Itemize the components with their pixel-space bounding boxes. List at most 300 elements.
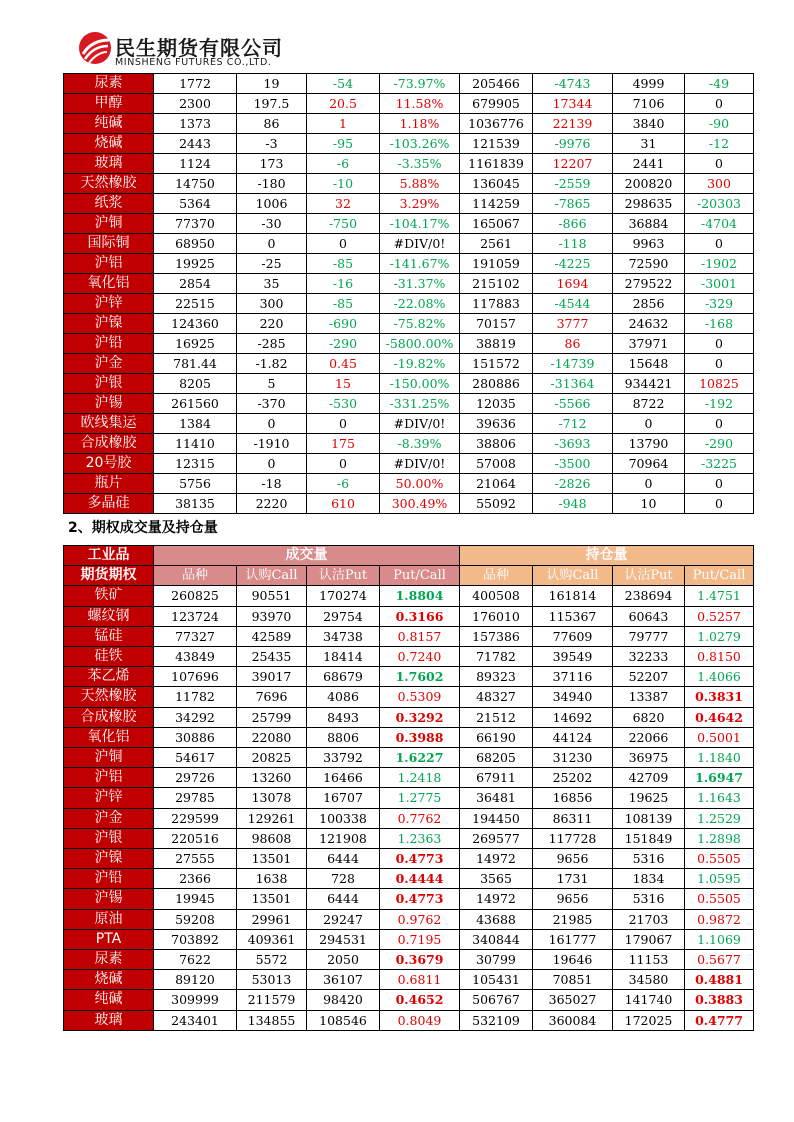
options-table	[63, 545, 754, 1031]
options-cell: 33792	[307, 748, 380, 768]
options-cell: 30886	[154, 727, 237, 747]
futures-cell: -192	[685, 394, 754, 414]
option-product-name: 尿素	[64, 950, 154, 970]
futures-cell: 610	[307, 494, 380, 514]
futures-cell: -30	[237, 214, 307, 234]
put-call-ratio-volume: 1.6227	[380, 748, 460, 768]
futures-cell: -118	[533, 234, 613, 254]
futures-cell: 300	[237, 294, 307, 314]
header-futures-options: 期货期权	[64, 566, 154, 586]
options-cell: 13387	[613, 687, 685, 707]
company-logo-icon	[77, 30, 113, 66]
options-cell: 52207	[613, 667, 685, 687]
options-cell: 13501	[237, 849, 307, 869]
product-name: 沪银	[64, 374, 154, 394]
put-call-ratio-volume: 0.6811	[380, 970, 460, 990]
options-row	[64, 889, 754, 909]
options-cell: 16466	[307, 768, 380, 788]
options-cell: 14692	[533, 707, 613, 727]
futures-cell: -331.25%	[380, 394, 460, 414]
put-call-ratio-oi: 1.0595	[685, 869, 754, 889]
futures-cell: 38135	[154, 494, 237, 514]
options-cell: 71782	[460, 647, 533, 667]
options-cell: 1731	[533, 869, 613, 889]
product-name: 纯碱	[64, 114, 154, 134]
futures-row	[64, 114, 754, 134]
futures-cell: 298635	[613, 194, 685, 214]
futures-cell: 77370	[154, 214, 237, 234]
options-cell: 29726	[154, 768, 237, 788]
put-call-ratio-volume: 0.4652	[380, 990, 460, 1010]
options-cell: 269577	[460, 828, 533, 848]
put-call-ratio-oi: 1.2529	[685, 808, 754, 828]
put-call-ratio-volume: 0.3166	[380, 606, 460, 626]
futures-cell: -54	[307, 74, 380, 94]
put-call-ratio-oi: 1.0279	[685, 626, 754, 646]
futures-row	[64, 414, 754, 434]
company-header	[77, 30, 297, 72]
futures-cell: 68950	[154, 234, 237, 254]
option-product-name: 天然橡胶	[64, 687, 154, 707]
options-cell: 134855	[237, 1010, 307, 1030]
options-cell: 5316	[613, 849, 685, 869]
futures-cell: 35	[237, 274, 307, 294]
futures-cell: -12	[685, 134, 754, 154]
futures-cell: 0	[613, 414, 685, 434]
options-row	[64, 909, 754, 929]
futures-cell: 0	[685, 94, 754, 114]
product-name: 烧碱	[64, 134, 154, 154]
futures-cell: 12035	[460, 394, 533, 414]
put-call-ratio-volume: 0.3988	[380, 727, 460, 747]
futures-cell: 0	[685, 414, 754, 434]
options-cell: 29785	[154, 788, 237, 808]
options-cell: 29247	[307, 909, 380, 929]
options-cell: 294531	[307, 929, 380, 949]
futures-cell: -10	[307, 174, 380, 194]
futures-row	[64, 354, 754, 374]
options-cell: 89323	[460, 667, 533, 687]
futures-cell: 191059	[460, 254, 533, 274]
option-product-name: 沪铜	[64, 748, 154, 768]
options-row	[64, 667, 754, 687]
put-call-ratio-volume: 0.5309	[380, 687, 460, 707]
options-cell: 211579	[237, 990, 307, 1010]
futures-row	[64, 94, 754, 114]
futures-cell: -712	[533, 414, 613, 434]
futures-cell: 1	[307, 114, 380, 134]
futures-cell: -6	[307, 474, 380, 494]
options-cell: 21703	[613, 909, 685, 929]
option-product-name: 沪镍	[64, 849, 154, 869]
options-cell: 14972	[460, 849, 533, 869]
futures-cell: -73.97%	[380, 74, 460, 94]
options-column-header: Put/Call	[685, 566, 754, 586]
options-cell: 220516	[154, 828, 237, 848]
put-call-ratio-volume: 0.3679	[380, 950, 460, 970]
option-product-name: 铁矿	[64, 586, 154, 606]
option-product-name: 沪金	[64, 808, 154, 828]
futures-cell: -329	[685, 294, 754, 314]
futures-cell: -31364	[533, 374, 613, 394]
option-product-name: PTA	[64, 929, 154, 949]
options-cell: 11782	[154, 687, 237, 707]
options-cell: 16856	[533, 788, 613, 808]
futures-cell: 1.18%	[380, 114, 460, 134]
options-cell: 13260	[237, 768, 307, 788]
options-cell: 129261	[237, 808, 307, 828]
product-name: 沪铜	[64, 214, 154, 234]
futures-cell: 11410	[154, 434, 237, 454]
options-row	[64, 768, 754, 788]
futures-row	[64, 194, 754, 214]
options-row	[64, 808, 754, 828]
futures-cell: 300	[685, 174, 754, 194]
options-cell: 728	[307, 869, 380, 889]
options-cell: 19646	[533, 950, 613, 970]
product-name: 沪镍	[64, 314, 154, 334]
futures-cell: 2441	[613, 154, 685, 174]
options-row	[64, 687, 754, 707]
put-call-ratio-volume: 0.8049	[380, 1010, 460, 1030]
futures-cell: 1124	[154, 154, 237, 174]
options-cell: 2050	[307, 950, 380, 970]
options-row	[64, 990, 754, 1010]
put-call-ratio-oi: 0.8150	[685, 647, 754, 667]
futures-cell: 1772	[154, 74, 237, 94]
options-cell: 20825	[237, 748, 307, 768]
options-cell: 34580	[613, 970, 685, 990]
product-name: 国际铜	[64, 234, 154, 254]
options-cell: 66190	[460, 727, 533, 747]
options-cell: 107696	[154, 667, 237, 687]
futures-cell: 205466	[460, 74, 533, 94]
product-name: 天然橡胶	[64, 174, 154, 194]
option-product-name: 沪铝	[64, 768, 154, 788]
futures-cell: 0	[685, 474, 754, 494]
futures-cell: 22515	[154, 294, 237, 314]
options-cell: 27555	[154, 849, 237, 869]
options-cell: 98420	[307, 990, 380, 1010]
options-cell: 703892	[154, 929, 237, 949]
options-cell: 36481	[460, 788, 533, 808]
futures-cell: #DIV/0!	[380, 454, 460, 474]
options-cell: 115367	[533, 606, 613, 626]
put-call-ratio-oi: 0.9872	[685, 909, 754, 929]
futures-cell: 0	[685, 234, 754, 254]
options-cell: 86311	[533, 808, 613, 828]
futures-cell: 2443	[154, 134, 237, 154]
futures-cell: -90	[685, 114, 754, 134]
futures-cell: 70157	[460, 314, 533, 334]
options-cell: 31230	[533, 748, 613, 768]
options-cell: 13078	[237, 788, 307, 808]
options-column-header: Put/Call	[380, 566, 460, 586]
options-cell: 194450	[460, 808, 533, 828]
futures-cell: 280886	[460, 374, 533, 394]
options-cell: 19945	[154, 889, 237, 909]
product-name: 玻璃	[64, 154, 154, 174]
put-call-ratio-oi: 0.4777	[685, 1010, 754, 1030]
futures-cell: 10	[613, 494, 685, 514]
options-cell: 123724	[154, 606, 237, 626]
options-cell: 89120	[154, 970, 237, 990]
options-cell: 93970	[237, 606, 307, 626]
futures-cell: 15	[307, 374, 380, 394]
futures-cell: 31	[613, 134, 685, 154]
options-cell: 9656	[533, 889, 613, 909]
options-cell: 25799	[237, 707, 307, 727]
options-cell: 90551	[237, 586, 307, 606]
futures-cell: -866	[533, 214, 613, 234]
futures-cell: -7865	[533, 194, 613, 214]
futures-cell: -285	[237, 334, 307, 354]
futures-row	[64, 334, 754, 354]
futures-cell: -530	[307, 394, 380, 414]
futures-cell: -9976	[533, 134, 613, 154]
options-cell: 108139	[613, 808, 685, 828]
futures-cell: 55092	[460, 494, 533, 514]
options-cell: 34738	[307, 626, 380, 646]
options-cell: 42589	[237, 626, 307, 646]
options-cell: 309999	[154, 990, 237, 1010]
options-cell: 105431	[460, 970, 533, 990]
put-call-ratio-oi: 1.1069	[685, 929, 754, 949]
futures-cell: 22139	[533, 114, 613, 134]
futures-cell: -750	[307, 214, 380, 234]
options-row	[64, 707, 754, 727]
options-cell: 39549	[533, 647, 613, 667]
product-name: 沪铅	[64, 334, 154, 354]
option-product-name: 沪银	[64, 828, 154, 848]
options-cell: 39017	[237, 667, 307, 687]
options-cell: 11153	[613, 950, 685, 970]
futures-cell: 86	[237, 114, 307, 134]
header-open-interest: 持仓量	[460, 546, 754, 566]
put-call-ratio-volume: 1.2418	[380, 768, 460, 788]
futures-cell: -290	[685, 434, 754, 454]
futures-cell: 24632	[613, 314, 685, 334]
put-call-ratio-volume: 0.7240	[380, 647, 460, 667]
options-cell: 7622	[154, 950, 237, 970]
options-row	[64, 929, 754, 949]
product-name: 瓶片	[64, 474, 154, 494]
futures-cell: 220	[237, 314, 307, 334]
futures-cell: #DIV/0!	[380, 414, 460, 434]
futures-cell: 124360	[154, 314, 237, 334]
options-row	[64, 869, 754, 889]
futures-cell: 38819	[460, 334, 533, 354]
options-cell: 229599	[154, 808, 237, 828]
options-cell: 30799	[460, 950, 533, 970]
futures-cell: 175	[307, 434, 380, 454]
company-name-en: MINSHENG FUTURES CO.,LTD.	[115, 57, 272, 68]
put-call-ratio-oi: 0.5257	[685, 606, 754, 626]
options-column-header: 认沽Put	[307, 566, 380, 586]
futures-cell: -3001	[685, 274, 754, 294]
futures-cell: 50.00%	[380, 474, 460, 494]
futures-cell: 17344	[533, 94, 613, 114]
futures-cell: 781.44	[154, 354, 237, 374]
futures-cell: 136045	[460, 174, 533, 194]
options-cell: 77327	[154, 626, 237, 646]
options-cell: 70851	[533, 970, 613, 990]
futures-cell: 0	[237, 454, 307, 474]
options-cell: 14972	[460, 889, 533, 909]
options-cell: 60643	[613, 606, 685, 626]
put-call-ratio-oi: 0.3831	[685, 687, 754, 707]
options-column-header: 认购Call	[533, 566, 613, 586]
futures-cell: 2561	[460, 234, 533, 254]
futures-cell: 0	[685, 494, 754, 514]
futures-cell: 72590	[613, 254, 685, 274]
options-cell: 9656	[533, 849, 613, 869]
futures-row	[64, 214, 754, 234]
options-row	[64, 849, 754, 869]
product-name: 氧化铝	[64, 274, 154, 294]
put-call-ratio-oi: 0.5001	[685, 727, 754, 747]
put-call-ratio-oi: 0.4642	[685, 707, 754, 727]
options-cell: 36975	[613, 748, 685, 768]
futures-cell: -948	[533, 494, 613, 514]
futures-cell: -85	[307, 254, 380, 274]
options-row	[64, 788, 754, 808]
futures-cell: -1.82	[237, 354, 307, 374]
futures-cell: 197.5	[237, 94, 307, 114]
futures-cell: -22.08%	[380, 294, 460, 314]
futures-row	[64, 494, 754, 514]
company-name: 民生期货有限公司	[115, 36, 283, 60]
options-cell: 6444	[307, 889, 380, 909]
futures-cell: 37971	[613, 334, 685, 354]
options-cell: 260825	[154, 586, 237, 606]
options-row	[64, 606, 754, 626]
options-cell: 34940	[533, 687, 613, 707]
options-cell: 1834	[613, 869, 685, 889]
futures-cell: -180	[237, 174, 307, 194]
product-name: 沪锌	[64, 294, 154, 314]
futures-cell: 8722	[613, 394, 685, 414]
futures-row	[64, 474, 754, 494]
futures-cell: -2826	[533, 474, 613, 494]
futures-cell: -16	[307, 274, 380, 294]
options-cell: 21985	[533, 909, 613, 929]
futures-cell: 2854	[154, 274, 237, 294]
futures-cell: -3	[237, 134, 307, 154]
futures-cell: 21064	[460, 474, 533, 494]
options-row	[64, 586, 754, 606]
options-cell: 44124	[533, 727, 613, 747]
put-call-ratio-volume: 0.7195	[380, 929, 460, 949]
futures-cell: 8205	[154, 374, 237, 394]
put-call-ratio-volume: 0.4773	[380, 849, 460, 869]
futures-cell: 1384	[154, 414, 237, 434]
futures-cell: -3693	[533, 434, 613, 454]
put-call-ratio-volume: 1.7602	[380, 667, 460, 687]
futures-row	[64, 314, 754, 334]
section-title-options: 2、期权成交量及持仓量	[68, 520, 218, 536]
futures-cell: -85	[307, 294, 380, 314]
futures-cell: 20.5	[307, 94, 380, 114]
product-name: 沪金	[64, 354, 154, 374]
product-name: 尿素	[64, 74, 154, 94]
futures-cell: #DIV/0!	[380, 234, 460, 254]
put-call-ratio-oi: 1.6947	[685, 768, 754, 788]
futures-cell: -4225	[533, 254, 613, 274]
futures-cell: -370	[237, 394, 307, 414]
options-cell: 3565	[460, 869, 533, 889]
futures-row	[64, 234, 754, 254]
options-cell: 36107	[307, 970, 380, 990]
futures-cell: 1694	[533, 274, 613, 294]
put-call-ratio-volume: 0.8157	[380, 626, 460, 646]
futures-cell: -19.82%	[380, 354, 460, 374]
put-call-ratio-oi: 0.3883	[685, 990, 754, 1010]
options-cell: 5316	[613, 889, 685, 909]
futures-cell: -168	[685, 314, 754, 334]
option-product-name: 沪铅	[64, 869, 154, 889]
options-row	[64, 950, 754, 970]
options-cell: 98608	[237, 828, 307, 848]
options-cell: 161777	[533, 929, 613, 949]
futures-cell: -8.39%	[380, 434, 460, 454]
futures-cell: -14739	[533, 354, 613, 374]
options-cell: 34292	[154, 707, 237, 727]
options-cell: 32233	[613, 647, 685, 667]
put-call-ratio-volume: 1.8804	[380, 586, 460, 606]
futures-cell: 19925	[154, 254, 237, 274]
futures-cell: 3777	[533, 314, 613, 334]
options-cell: 108546	[307, 1010, 380, 1030]
futures-cell: -25	[237, 254, 307, 274]
futures-cell: 1373	[154, 114, 237, 134]
futures-row	[64, 394, 754, 414]
futures-cell: 1036776	[460, 114, 533, 134]
option-product-name: 苯乙烯	[64, 667, 154, 687]
options-row	[64, 1010, 754, 1030]
option-product-name: 硅铁	[64, 647, 154, 667]
put-call-ratio-oi: 1.4751	[685, 586, 754, 606]
options-cell: 141740	[613, 990, 685, 1010]
futures-cell: 7106	[613, 94, 685, 114]
put-call-ratio-volume: 1.2363	[380, 828, 460, 848]
futures-cell: -4544	[533, 294, 613, 314]
futures-cell: -6	[307, 154, 380, 174]
put-call-ratio-volume: 0.4444	[380, 869, 460, 889]
options-cell: 170274	[307, 586, 380, 606]
options-cell: 238694	[613, 586, 685, 606]
options-cell: 2366	[154, 869, 237, 889]
options-cell: 25202	[533, 768, 613, 788]
options-cell: 37116	[533, 667, 613, 687]
options-cell: 48327	[460, 687, 533, 707]
futures-cell: 173	[237, 154, 307, 174]
futures-cell: -103.26%	[380, 134, 460, 154]
futures-cell: 215102	[460, 274, 533, 294]
options-cell: 68679	[307, 667, 380, 687]
futures-cell: 679905	[460, 94, 533, 114]
futures-cell: 15648	[613, 354, 685, 374]
product-name: 多晶硅	[64, 494, 154, 514]
futures-cell: 3.29%	[380, 194, 460, 214]
put-call-ratio-oi: 0.5505	[685, 849, 754, 869]
futures-cell: -104.17%	[380, 214, 460, 234]
futures-cell: 0	[685, 354, 754, 374]
options-cell: 19625	[613, 788, 685, 808]
futures-row	[64, 274, 754, 294]
futures-cell: 4999	[613, 74, 685, 94]
futures-cell: -49	[685, 74, 754, 94]
